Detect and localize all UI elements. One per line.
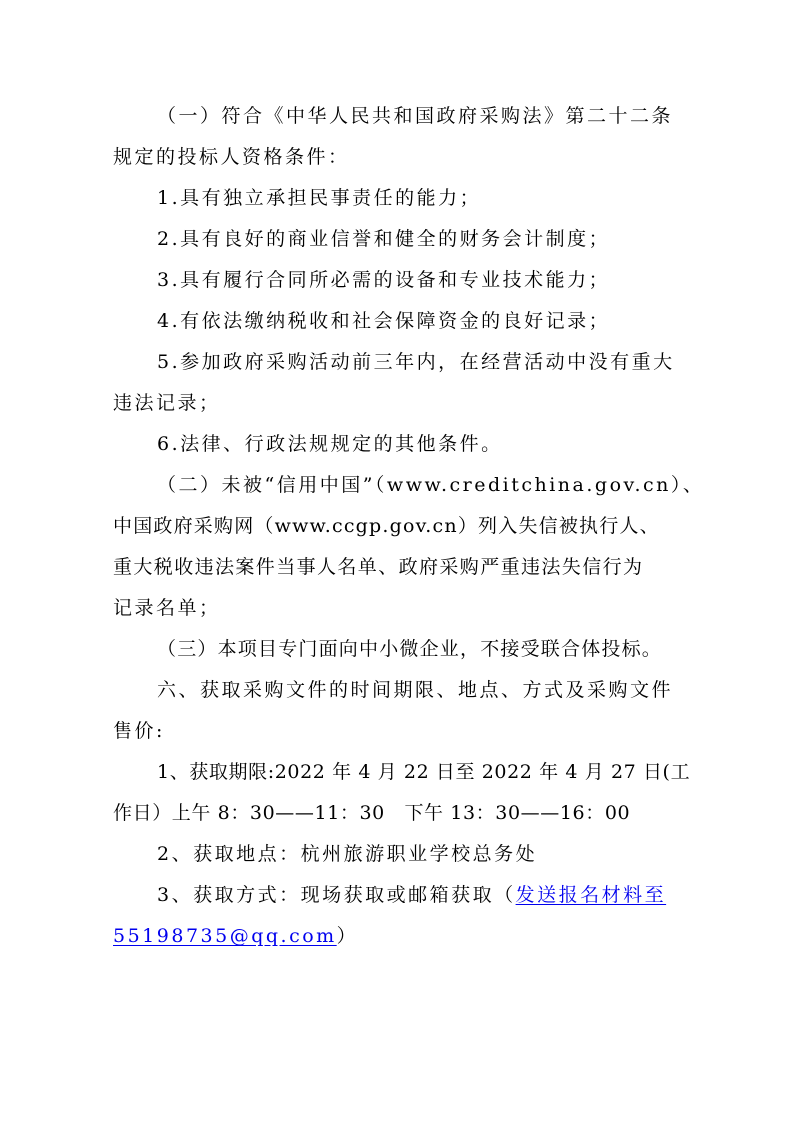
line-8: 违法记录； [113, 392, 221, 414]
condition-1 [113, 178, 678, 219]
acquisition-method [113, 875, 678, 916]
acquisition-location [113, 834, 678, 875]
line-10: （二）未被“信用中国”（www.creditchina.gov.cn）、 [157, 474, 705, 496]
line-18: 作日）上午 8：30——11：30 下午 13：30——16：00 [113, 802, 631, 824]
acquisition-period [113, 752, 691, 793]
line-11: 中国政府采购网（www.ccgp.gov.cn）列入失信被执行人、 [113, 515, 660, 537]
line-6: 4.有依法缴纳税收和社会保障资金的良好记录； [157, 310, 611, 332]
qualification-clause-3 [113, 629, 678, 670]
condition-6 [113, 424, 678, 465]
line-5: 3.具有履行合同所必需的设备和专业技术能力； [157, 269, 611, 291]
qualification-clause-2 [113, 465, 705, 506]
condition-5 [113, 342, 678, 383]
line-14: （三）本项目专门面向中小微企业，不接受联合体投标。 [157, 638, 663, 660]
qualification-clause-1-cont [113, 137, 678, 178]
qualification-clause-2-cont-b [113, 547, 678, 588]
section-six-heading [113, 670, 678, 711]
line-1: （一）符合《中华人民共和国政府采购法》第二十二条 [157, 105, 674, 127]
line-19: 2、获取地点：杭州旅游职业学校总务处 [157, 843, 538, 865]
section-six-heading-cont [113, 711, 678, 752]
line-2: 规定的投标人资格条件： [113, 146, 350, 168]
qualification-clause-2-cont-c [113, 588, 678, 629]
line-9: 6.法律、行政法规规定的其他条件。 [157, 433, 503, 455]
document-body [113, 96, 705, 957]
condition-2 [113, 219, 678, 260]
line-12: 重大税收违法案件当事人名单、政府采购严重违法失信行为 [113, 556, 644, 578]
line-20: 3、获取方式：现场获取或邮箱获取（ [157, 884, 516, 906]
acquisition-period-cont [113, 793, 678, 834]
closing-paren: ） [336, 925, 359, 947]
line-13: 记录名单； [113, 597, 221, 619]
condition-3 [113, 260, 678, 301]
line-4: 2.具有良好的商业信誉和健全的财务会计制度； [157, 228, 611, 250]
registration-email-link[interactable]: 55198735@qq.com [113, 925, 337, 947]
condition-5-cont [113, 383, 678, 424]
line-17: 1、获取期限:2022 年 4 月 22 日至 2022 年 4 月 27 日(工 [157, 761, 691, 783]
acquisition-method-cont [113, 916, 678, 957]
line-7: 5.参加政府采购活动前三年内，在经营活动中没有重大 [157, 351, 675, 373]
line-15: 六、获取采购文件的时间期限、地点、方式及采购文件 [157, 679, 674, 701]
line-3: 1.具有独立承担民事责任的能力； [157, 187, 482, 209]
condition-4 [113, 301, 678, 342]
registration-email-link-text[interactable]: 发送报名材料至 [515, 884, 667, 906]
qualification-clause-1 [113, 96, 678, 137]
qualification-clause-2-cont-a [113, 506, 678, 547]
line-16: 售价: [113, 720, 165, 742]
